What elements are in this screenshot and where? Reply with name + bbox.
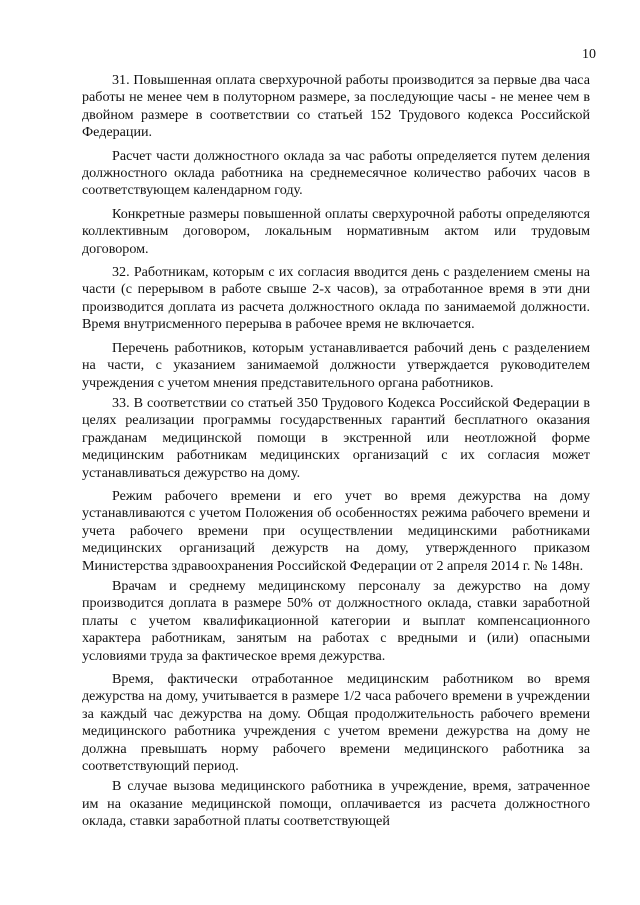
- paragraph-home-duty-time-accounting: Время, фактически отработанное медицинским работником во время дежурства на дому, учитывается в размере 1/2 часа рабочего времени в учреждении за каждый час дежурства на дому. Общая продолжительность рабочего времени медицинского работника учреждения с учетом времени дежурства на дому не должна превышать норму рабочего времени медицинского работника за соответствующий период.: [82, 671, 590, 775]
- paragraph-31-overtime-pay: 31. Повышенная оплата сверхурочной работы производится за первые два часа работы не менее чем в полуторном размере, за последующие часы - не менее чем в двойном размере в соответствии со статьей 152 Трудового кодекса Российской Федерации.: [82, 72, 590, 141]
- paragraph-home-duty-regime: Режим рабочего времени и его учет во время дежурства на дому устанавливаются с учетом Положения об особенностях режима рабочего времени и учета рабочего времени при осуществлении медицинскими работниками медицинских организаций дежурств на дому, утвержденного приказом Министерства здравоохранения Российской Федерации от 2 апреля 2014 г. № 148н.: [82, 487, 590, 574]
- document-body: [82, 72, 590, 831]
- paragraph-33-home-duty: 33. В соответствии со статьей 350 Трудового Кодекса Российской Федерации в целях реализации программы государственных гарантий бесплатного оказания гражданам медицинской помощи в экстренной или неотложной форме медицинским работникам медицинских организаций с их согласия может устанавливаться дежурство на дому.: [82, 394, 590, 481]
- paragraph-call-out-payment: В случае вызова медицинского работника в учреждение, время, затраченное им на оказание медицинской помощи, оплачивается из расчета должностного оклада, ставки заработной платы соответствующей: [82, 778, 590, 830]
- paragraph-split-shift-list: Перечень работников, которым устанавливается рабочий день с разделением на части, с указанием занимаемой должности утверждается руководителем учреждения с учетом мнения представительного органа работников.: [82, 339, 590, 391]
- page-number: 10: [582, 47, 596, 62]
- paragraph-hourly-rate-calculation: Расчет части должностного оклада за час работы определяется путем деления должностного оклада работника на среднемесячное количество рабочих часов в соответствующем календарном году.: [82, 147, 590, 199]
- paragraph-32-split-shift: 32. Работникам, которым с их согласия вводится день с разделением смены на части (с перерывом в работе свыше 2-х часов), за отработанное время в эти дни производится доплата из расчета должностного оклада по занимаемой должности. Время внутрисменного перерыва в рабочее время не включается.: [82, 264, 590, 333]
- paragraph-overtime-pay-amounts: Конкретные размеры повышенной оплаты сверхурочной работы определяются коллективным договором, локальным нормативным актом или трудовым договором.: [82, 205, 590, 257]
- paragraph-home-duty-allowance: Врачам и среднему медицинскому персоналу за дежурство на дому производится доплата в размере 50% от должностного оклада, ставки заработной платы с учетом квалификационной категории и выплат компенсационного характера работникам, занятым на работах с вредными и (или) опасными условиями труда за фактическое время дежурства.: [82, 577, 590, 664]
